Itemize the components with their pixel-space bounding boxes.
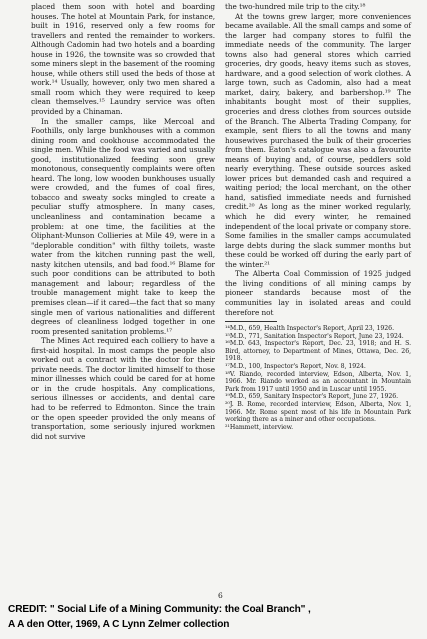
footnote-15: ¹⁵M.D., 771, Sanitation Inspector's Report, June 23, 1924. <box>225 332 404 340</box>
credit-line-title: CREDIT: " Social Life of a Mining Community: the Coal Branch" , <box>8 604 311 615</box>
footnote-14: ¹⁴M.D., 659, Health Inspector's Report, April 23, 1926. <box>225 325 394 333</box>
page-number: 6 <box>218 591 223 600</box>
paragraph-trip-continued: the two-hundred mile trip to the city.¹⁸ <box>225 2 366 11</box>
paragraph-hotels: placed them soon with hotel and boarding houses. The hotel at Mountain Park, for instance, built in 1916, reserved only a few rooms for travellers and rented the remainder to workers. Although Cadomin had two hotels and a boarding house in 1926, the townsite was so crowded that some miners slept in the basement of the rooming house, while others still used the beds of those at work.¹⁴ Usually, however, only two men shared a small room which they were required to keep clean themselves.¹⁵ Laundry service was often provided by a Chinaman. <box>31 2 215 117</box>
footnote-16: ¹⁶M.D. 643, Inspector's Report, Dec. 23, 1918; and H. S. Bird, attorney, to Department of Mines, Ottawa, Dec. 26, 1918. <box>225 340 411 363</box>
footnote-21: ²¹Hammett, interview. <box>225 423 294 431</box>
footnote-17: ¹⁷M.D., 100, Inspector's Report, Nov. 8, 1924. <box>225 363 366 371</box>
footnote-18: ¹⁸V. Riando, recorded interview, Edson, Alberta, Nov. 1, 1966. Mr. Riando worked as an accountant in Mountain Park from 1917 until 1950 and in Luscar until 1955. <box>225 370 411 393</box>
paragraph-mines-act: The Mines Act required each colliery to have a first-aid hospital. In most camps the people also worked out a contract with the doctor for their private needs. The doctor limited himself to those minor illnesses which could be cared for at home or in the crude hospitals. Any complications, serious illnesses or accidents, and dental care had to be referred to Edmonton. Since the train or the open speeder provided the only means of transportation, some seriously injured workmen did not survive <box>31 336 215 441</box>
footnotes-list <box>225 325 411 431</box>
credit-line-source: A A den Otter, 1969, A C Lynn Zelmer collection <box>8 619 230 630</box>
paragraph-stores: At the towns grew larger, more conveniences became available. All the small camps and some of the larger had company stores to fulfil the immediate needs of the community. The larger towns also had general stores which carried groceries, dry goods, heavy items such as stoves, hardware, and a good selection of work clothes. A large town, such as Cadomin, also had a meat market, dairy, bakery, and barbershop.¹⁹ The inhabitants bought most of their supplies, groceries and dress clothes from sources outside of the Branch. The Alberta Trading Company, for example, sent fliers to all the towns and many housewives purchased the bulk of their groceries from them. Eaton's catalogue was also a favourite means of buying and, of course, peddlers sold nearly everything. These outside sources asked lower prices but demanded cash and required a waiting period; the local merchant, on the other hand, satisfied immediate needs and furnished credit.²⁰ As long as the miner worked regularly, which he did every winter, he remained independent of the local private or company store. Some families in the smaller camps accumulated large debts during the slack summer months but these could be worked off during the early part of the winter.²¹ <box>225 11 411 269</box>
paragraph-coal-commission: The Alberta Coal Commission of 1925 judged the living conditions of all mining camps by pioneer standards because most of the communities lay in isolated areas and could therefore not <box>225 269 411 317</box>
paragraph-bunkhouses: In the smaller camps, like Mercoal and Foothills, only large bunkhouses with a common dining room and cookhouse accommodated the single men. While the food was varied and usually good, institutionalized feeding soon grew monotonous, consequently complaints were often heard. The long, low wooden bunkhouses usually were crowded, and the fumes of coal fires, tobacco and sweaty socks mingled to create a peculiar stuffy atmosphere. In many cases, uncleanliness and contamination became a problem: at one time, the facilities at the Oliphant-Munson Collieries at Mile 49, were in a "deplorable condition" with filthy toilets, waste water from the kitchen running past the well, nasty kitchen utensils, and bad food.¹⁶ Blame for such poor conditions can be attributed to both management and labour; regardless of the trouble management might take to keep the premises clean—if it cared—the fact that so many single men of various nationalities and different degrees of cleanliness lodged together in one room presented sanitation problems.¹⁷ <box>31 116 215 336</box>
left-text-column <box>31 2 215 441</box>
footnote-20: ²⁰J. B. Rome, recorded interview, Edson, Alberta, Nov. 1, 1966. Mr. Rome spent most of his life in Mountain Park working there as a miner and other occupations. <box>225 400 411 424</box>
footnote-19: ¹⁹M.D., 659, Sanitary Inspector's Report, June 27, 1926. <box>225 393 399 401</box>
footnote-divider <box>225 321 277 322</box>
right-text-column <box>225 2 411 431</box>
